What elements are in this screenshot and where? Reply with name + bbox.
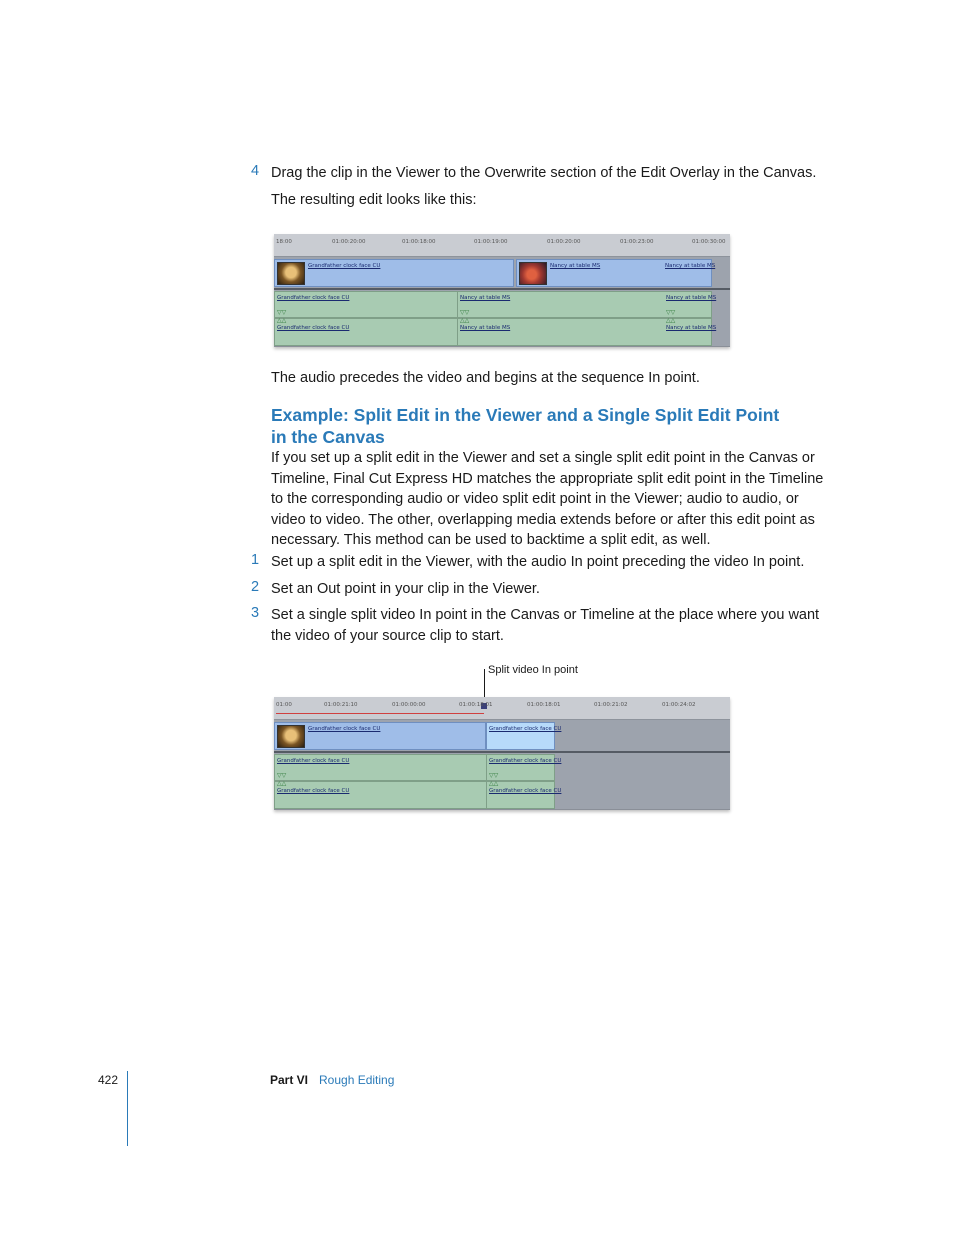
audio-note: The audio precedes the video and begins at the sequence In point. <box>271 370 700 386</box>
ruler-tick: 01:00:24:02 <box>662 702 696 708</box>
clip-name: Grandfather clock face CU <box>308 263 381 269</box>
clip-thumbnail <box>277 262 305 285</box>
paragraph-line: Timeline, Final Cut Express HD matches the appropriate split edit point in the Timeline <box>271 470 824 487</box>
timeline-ruler <box>274 697 730 720</box>
ruler-tick: 01:00:21:10 <box>324 702 358 708</box>
link-icon: ▽▽ <box>277 773 287 779</box>
link-icon: △△ <box>460 318 470 324</box>
paragraph-line: necessary. This method can be used to backtime a split edit, as well. <box>271 532 711 548</box>
timeline-figure-1 <box>274 234 730 347</box>
step-text <box>271 605 819 646</box>
section-heading <box>271 404 779 448</box>
footer-chapter: Rough Editing <box>319 1073 395 1087</box>
link-icon: △△ <box>666 318 676 324</box>
clip-edit-point <box>457 319 458 345</box>
track-divider <box>274 288 730 290</box>
clip-name: Nancy at table MS <box>665 263 716 269</box>
clip-thumbnail <box>519 262 547 285</box>
intro-paragraph <box>271 448 831 551</box>
step-line: Set a single split video In point in the Canvas or Timeline at the place where you want <box>271 607 820 623</box>
link-icon: △△ <box>277 318 287 324</box>
clip-name: Grandfather clock face CU <box>489 758 562 764</box>
audio-clip[interactable] <box>274 754 562 781</box>
ruler-tick: 01:00 <box>276 702 292 708</box>
paragraph-line: video to video. The other, overlapping media extends before or after this edit point as <box>271 511 815 528</box>
audio-clip[interactable] <box>274 318 717 346</box>
step-number: 4 <box>251 163 260 179</box>
page-number: 422 <box>98 1073 119 1087</box>
ruler-tick: 01:00:18:00 <box>402 239 436 245</box>
link-icon: ▽▽ <box>666 310 676 316</box>
clip-name: Nancy at table MS <box>550 263 601 269</box>
clip-name: Nancy at table MS <box>460 325 511 331</box>
ruler-tick: 01:00:18:01 <box>527 702 561 708</box>
clip-edit-point <box>486 755 487 780</box>
video-clip[interactable] <box>274 259 514 287</box>
paragraph-line: If you set up a split edit in the Viewer and set a single split edit point in the Canvas or <box>271 450 815 466</box>
step-line: the video of your source clip to start. <box>271 627 504 644</box>
ruler-tick: 01:00:18:01 <box>459 702 493 708</box>
ruler-tick: 01:00:20:00 <box>332 239 366 245</box>
clip-edit-point <box>457 292 458 317</box>
step-text: Set an Out point in your clip in the Viewer. <box>271 581 540 597</box>
ruler-tick: 18:00 <box>276 239 292 245</box>
clip-name: Grandfather clock face CU <box>489 788 562 794</box>
footer-rule <box>127 1071 128 1146</box>
clip-name: Grandfather clock face CU <box>277 758 350 764</box>
ruler-tick: 01:00:19:00 <box>474 239 508 245</box>
video-clip[interactable] <box>274 722 486 750</box>
paragraph-line: to the corresponding audio or video split edit point in the Viewer; audio to audio, or <box>271 491 799 507</box>
audio-clip[interactable] <box>274 291 717 318</box>
link-icon: ▽▽ <box>489 773 499 779</box>
step-number: 1 <box>251 552 260 568</box>
section-heading-line: Example: Split Edit in the Viewer and a Single Split Edit Point <box>271 405 780 425</box>
clip-name: Nancy at table MS <box>666 295 717 301</box>
track-divider <box>274 751 730 753</box>
video-clip-selected[interactable] <box>486 722 562 750</box>
ruler-tick: 01:00:30:00 <box>692 239 726 245</box>
clip-name: Grandfather clock face CU <box>489 726 562 732</box>
clip-name: Grandfather clock face CU <box>308 726 381 732</box>
footer-part: Part VI <box>270 1073 309 1087</box>
clip-name: Grandfather clock face CU <box>277 325 350 331</box>
audio-clip[interactable] <box>274 781 562 809</box>
step-number: 2 <box>251 579 260 595</box>
result-text: The resulting edit looks like this: <box>271 192 477 208</box>
in-out-range-bar <box>276 713 484 714</box>
link-icon: △△ <box>277 781 287 787</box>
ruler-tick: 01:00:21:02 <box>594 702 628 708</box>
clip-name: Grandfather clock face CU <box>277 295 350 301</box>
timeline-figure-2 <box>274 697 730 810</box>
clip-name: Grandfather clock face CU <box>277 788 350 794</box>
clip-name: Nancy at table MS <box>666 325 717 331</box>
ruler-tick: 01:00:23:00 <box>620 239 654 245</box>
link-icon: ▽▽ <box>460 310 470 316</box>
step-text: Drag the clip in the Viewer to the Overwrite section of the Edit Overlay in the Canvas. <box>271 165 817 181</box>
clip-name: Nancy at table MS <box>460 295 511 301</box>
clip-thumbnail <box>277 725 305 748</box>
video-clip[interactable] <box>516 259 716 287</box>
step-text: Set up a split edit in the Viewer, with the audio In point preceding the video In point. <box>271 554 805 570</box>
section-heading-line: in the Canvas <box>271 427 385 447</box>
link-icon: ▽▽ <box>277 310 287 316</box>
ruler-tick: 01:00:20:00 <box>547 239 581 245</box>
link-icon: △△ <box>489 781 499 787</box>
clip-edit-point <box>486 782 487 808</box>
step-number: 3 <box>251 605 260 621</box>
ruler-tick: 01:00:00:00 <box>392 702 426 708</box>
timeline-ruler <box>274 234 730 257</box>
callout-label: Split video In point <box>488 664 578 676</box>
